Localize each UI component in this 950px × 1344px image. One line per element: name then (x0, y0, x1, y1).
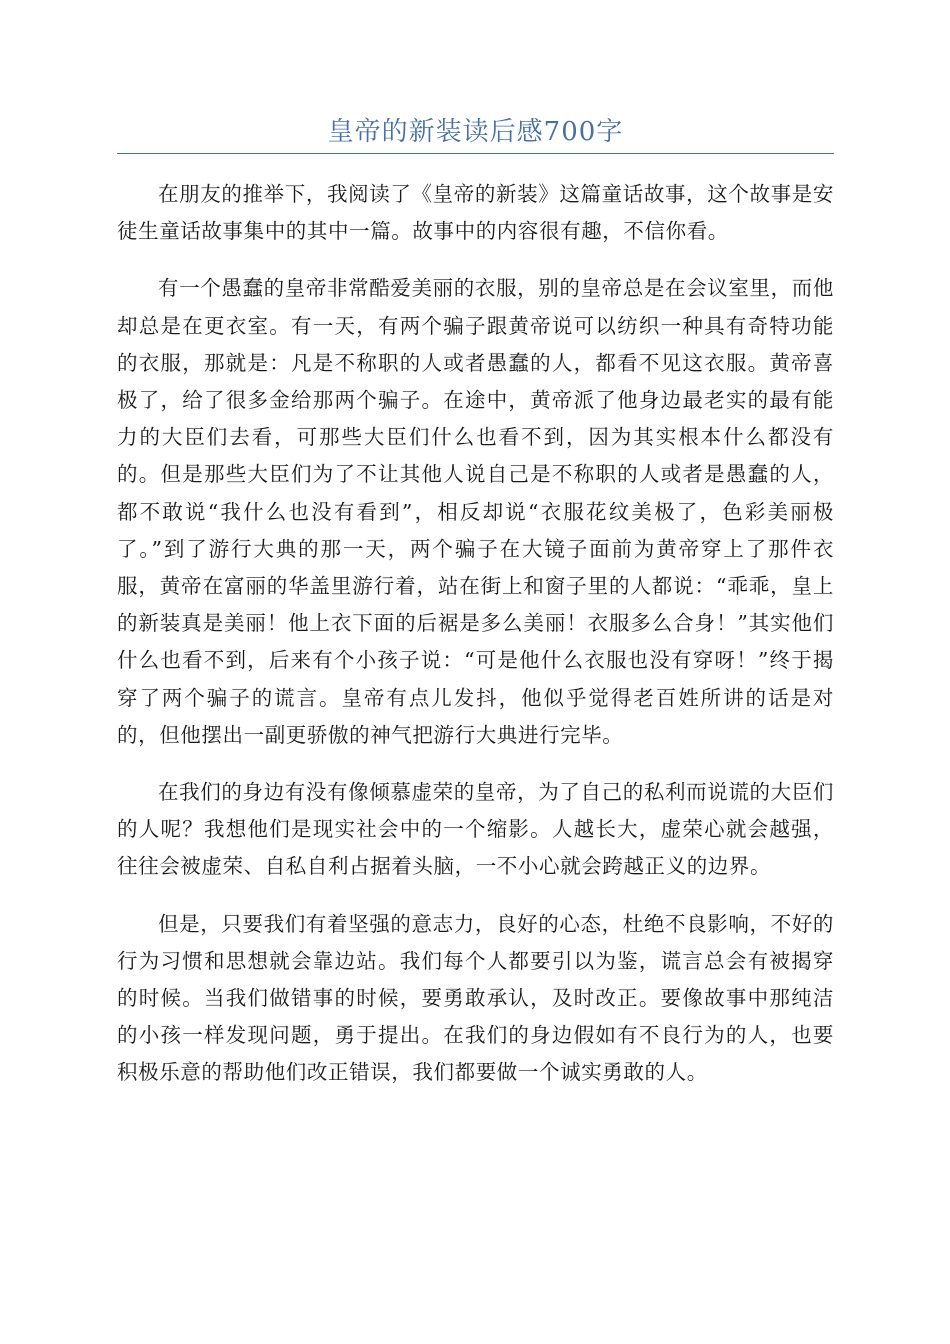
paragraph-2: 有一个愚蠢的皇帝非常酷爱美丽的衣服，别的皇帝总是在会议室里，而他却总是在更衣室。有一天，有两个骗子跟黄帝说可以纺织一种具有奇特功能的衣服，那就是：凡是不称职的人或者愚蠢的人，都看不见这衣服。黄帝喜极了，给了很多金给那两个骗子。在途中，黄帝派了他身边最老实的最有能力的大臣们去看，可那些大臣们什么也看不到，因为其实根本什么都没有的。但是那些大臣们为了不让其他人说自己是不称职的人或者是愚蠢的人，都不敢说“我什么也没有看到”，相反却说“衣服花纹美极了，色彩美丽极了。”到了游行大典的那一天，两个骗子在大镜子面前为黄帝穿上了那件衣服，黄帝在富丽的华盖里游行着，站在街上和窗子里的人都说：“乖乖，皇上的新装真是美丽！他上衣下面的后裾是多么美丽！衣服多么合身！”其实他们什么也看不到，后来有个小孩子说：“可是他什么衣服也没有穿呀！”终于揭穿了两个骗子的谎言。皇帝有点儿发抖，他似乎觉得老百姓所讲的话是对的，但他摆出一副更骄傲的神气把游行大典进行完毕。 (117, 276, 834, 747)
document-title: 皇帝的新装读后感700字 (327, 117, 624, 147)
title-underline (117, 153, 834, 154)
paragraph-1: 在朋友的推举下，我阅读了《皇帝的新装》这篇童话故事，这个故事是安徒生童话故事集中的其中一篇。故事中的内容很有趣，不信你看。 (117, 182, 834, 244)
document-body (117, 176, 834, 1112)
paragraph-3: 在我们的身边有没有像倾慕虚荣的皇帝，为了自己的私利而说谎的大臣们的人呢？我想他们是现实社会中的一个缩影。人越长大，虚荣心就会越强，往往会被虚荣、自私自利占据着头脑，一不小心就会跨越正义的边界。 (117, 780, 834, 879)
paragraph-4: 但是，只要我们有着坚强的意志力，良好的心态，杜绝不良影响，不好的行为习惯和思想就会靠边站。我们每个人都要引以为鉴，谎言总会有被揭穿的时候。当我们做错事的时候，要勇敢承认，及时改正。要像故事中那纯洁的小孩一样发现问题，勇于提出。在我们的身边假如有不良行为的人，也要积极乐意的帮助他们改正错误，我们都要做一个诚实勇敢的人。 (117, 911, 834, 1085)
